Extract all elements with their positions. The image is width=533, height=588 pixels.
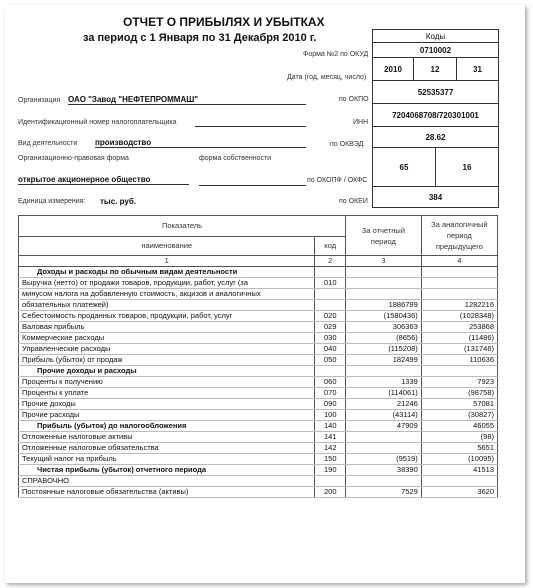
column-number-2: 2: [315, 256, 346, 267]
row-code: 142: [315, 443, 346, 454]
row-name: Выручка (нетто) от продажи товаров, продукции, работ, услуг (за: [19, 278, 315, 289]
column-number-4: 4: [421, 256, 497, 267]
row-previous-value: [421, 278, 497, 289]
row-name: Доходы и расходы по обычным видам деятельности: [19, 267, 315, 278]
row-name: СПРАВОЧНО: [19, 476, 315, 487]
income-statement-table: [18, 215, 498, 498]
table-row: [19, 322, 498, 333]
row-previous-value: 57081: [421, 399, 497, 410]
row-current-value: (114061): [346, 388, 422, 399]
month-value: 12: [414, 58, 457, 80]
row-name: Отложенные налоговые активы: [19, 432, 315, 443]
code-header: код: [315, 237, 346, 256]
table-row: [19, 476, 498, 487]
row-name: Прибыль (убыток) от продаж: [19, 355, 315, 366]
row-previous-value: 3620: [421, 487, 497, 498]
row-current-value: 21246: [346, 399, 422, 410]
row-name: Проценты к уплате: [19, 388, 315, 399]
okved-label: по ОКВЭД: [330, 141, 364, 148]
legal-form-label: Организационно-правовая форма: [18, 155, 129, 162]
table-row: [19, 465, 498, 476]
row-previous-value: (98): [421, 432, 497, 443]
row-current-value: 7529: [346, 487, 422, 498]
row-code: 020: [315, 311, 346, 322]
row-code: [315, 366, 346, 377]
okei-value: 384: [373, 186, 498, 207]
org-label: Организация: [18, 97, 61, 104]
row-previous-value: [421, 476, 497, 487]
okfs-value: 16: [462, 162, 472, 172]
okpo-label: по ОКПО: [339, 96, 369, 103]
unit-value: тыс. руб.: [100, 197, 137, 206]
row-current-value: [346, 278, 422, 289]
row-name: Проценты к получению: [19, 377, 315, 388]
inn-id-line: [195, 126, 306, 127]
row-previous-value: 41513: [421, 465, 497, 476]
row-code: [315, 289, 346, 300]
row-code: 190: [315, 465, 346, 476]
table-row: [19, 366, 498, 377]
row-name: Прочие расходы: [19, 410, 315, 421]
row-previous-value: (1028348): [421, 311, 497, 322]
row-previous-value: (98758): [421, 388, 497, 399]
row-previous-value: [421, 267, 497, 278]
row-code: [315, 267, 346, 278]
row-current-value: (9519): [346, 454, 422, 465]
okei-label: по ОКЕИ: [339, 198, 368, 205]
row-current-value: 38390: [346, 465, 422, 476]
row-current-value: [346, 366, 422, 377]
row-code: [315, 300, 346, 311]
row-previous-value: (11486): [421, 333, 497, 344]
table-row: [19, 300, 498, 311]
column-number-1: 1: [19, 256, 315, 267]
ownership-label: форма собственности: [199, 155, 272, 162]
table-row: [19, 399, 498, 410]
row-name: Валовая прибыль: [19, 322, 315, 333]
table-row: [19, 355, 498, 366]
row-current-value: [346, 267, 422, 278]
inn-id-label: Идентификационный номер налогоплательщика: [18, 119, 177, 126]
row-previous-value: [421, 289, 497, 300]
report-sheet: [5, 5, 525, 583]
row-name: Отложенные налоговые обязательства: [19, 443, 315, 454]
column-number-3: 3: [346, 256, 422, 267]
row-current-value: (43114): [346, 410, 422, 421]
table-row: [19, 289, 498, 300]
table-row: [19, 432, 498, 443]
indicator-header: Показатель: [19, 216, 346, 237]
inn-value: 7204068708/720301001: [373, 103, 498, 126]
row-current-value: 1886799: [346, 300, 422, 311]
day-value: 31: [473, 64, 482, 74]
row-code: 040: [315, 344, 346, 355]
table-row: [19, 278, 498, 289]
table-row: [19, 333, 498, 344]
row-current-value: [346, 432, 422, 443]
row-previous-value: (131746): [421, 344, 497, 355]
row-name: Коммерческие расходы: [19, 333, 315, 344]
row-code: 030: [315, 333, 346, 344]
table-row: [19, 443, 498, 454]
row-current-value: (1580436): [346, 311, 422, 322]
row-previous-value: 46055: [421, 421, 497, 432]
codes-box: [372, 29, 499, 208]
row-name: Текущий налог на прибыль: [19, 454, 315, 465]
row-current-value: (8656): [346, 333, 422, 344]
okved-value: 28.62: [373, 126, 498, 147]
row-code: 090: [315, 399, 346, 410]
okud-label: Форма №2 по ОКУД: [303, 51, 369, 58]
row-current-value: 306363: [346, 322, 422, 333]
table-row: [19, 454, 498, 465]
row-code: 060: [315, 377, 346, 388]
year-value: 2010: [373, 58, 414, 80]
row-code: 050: [315, 355, 346, 366]
row-current-value: (115208): [346, 344, 422, 355]
row-current-value: [346, 443, 422, 454]
okpo-value: 52535377: [373, 80, 498, 103]
row-code: [315, 476, 346, 487]
report-title: ОТЧЕТ О ПРИБЫЛЯХ И УБЫТКАХ: [123, 15, 325, 29]
legal-form-value: открытое акционерное общество: [18, 175, 189, 185]
row-code: 010: [315, 278, 346, 289]
codes-header: Коды: [425, 31, 446, 41]
row-previous-value: 110636: [421, 355, 497, 366]
table-row: [19, 344, 498, 355]
row-name: Себестоимость проданных товаров, продукции, работ, услуг: [19, 311, 315, 322]
row-name: Прибыль (убыток) до налогообложения: [19, 421, 315, 432]
row-current-value: 47909: [346, 421, 422, 432]
report-period: за период с 1 Января по 31 Декабря 2010 г.: [83, 32, 317, 44]
table-row: [19, 377, 498, 388]
row-code: 100: [315, 410, 346, 421]
okud-value: 0710002: [373, 42, 498, 57]
okopf-value: 65: [373, 148, 436, 186]
row-previous-value: (30827): [421, 410, 497, 421]
row-name: обязательных платежей): [19, 300, 315, 311]
table-row: [19, 267, 498, 278]
unit-label: Единица измерения:: [18, 198, 86, 205]
previous-period-header: За аналогичный период предыдущего: [421, 216, 497, 256]
row-current-value: 1339: [346, 377, 422, 388]
inn-label: ИНН: [353, 119, 369, 126]
row-previous-value: (10095): [421, 454, 497, 465]
row-name: Прочие доходы: [19, 399, 315, 410]
row-code: 200: [315, 487, 346, 498]
row-previous-value: 1282216: [421, 300, 497, 311]
row-previous-value: 7923: [421, 377, 497, 388]
row-code: 150: [315, 454, 346, 465]
row-name: Управленческие расходы: [19, 344, 315, 355]
row-name: Прочие доходы и расходы: [19, 366, 315, 377]
row-current-value: [346, 289, 422, 300]
row-name: минусом налога на добавленную стоимость, акцизов и аналогичных: [19, 289, 315, 300]
row-current-value: [346, 476, 422, 487]
row-previous-value: [421, 366, 497, 377]
row-code: 141: [315, 432, 346, 443]
date-label: Дата (год, месяц, число): [287, 74, 367, 81]
activity-label: Вид деятельности: [18, 140, 78, 147]
row-name: Постоянные налоговые обязательства (активы): [19, 487, 315, 498]
table-row: [19, 410, 498, 421]
table-row: [19, 388, 498, 399]
row-code: 140: [315, 421, 346, 432]
current-period-header: За отчетный период: [346, 216, 422, 256]
org-name: ОАО "Завод "НЕФТЕПРОММАШ": [68, 95, 306, 105]
row-code: 070: [315, 388, 346, 399]
name-header: наименование: [19, 237, 315, 256]
row-code: 029: [315, 322, 346, 333]
table-row: [19, 421, 498, 432]
row-previous-value: 253868: [421, 322, 497, 333]
row-name: Чистая прибыль (убыток) отчетного периода: [19, 465, 315, 476]
table-row: [19, 487, 498, 498]
activity-value: производство: [95, 138, 306, 148]
table-row: [19, 311, 498, 322]
row-current-value: 182499: [346, 355, 422, 366]
ownership-line: [199, 185, 306, 186]
okopf-label: по ОКОПФ / ОКФС: [307, 177, 368, 184]
row-previous-value: 5651: [421, 443, 497, 454]
